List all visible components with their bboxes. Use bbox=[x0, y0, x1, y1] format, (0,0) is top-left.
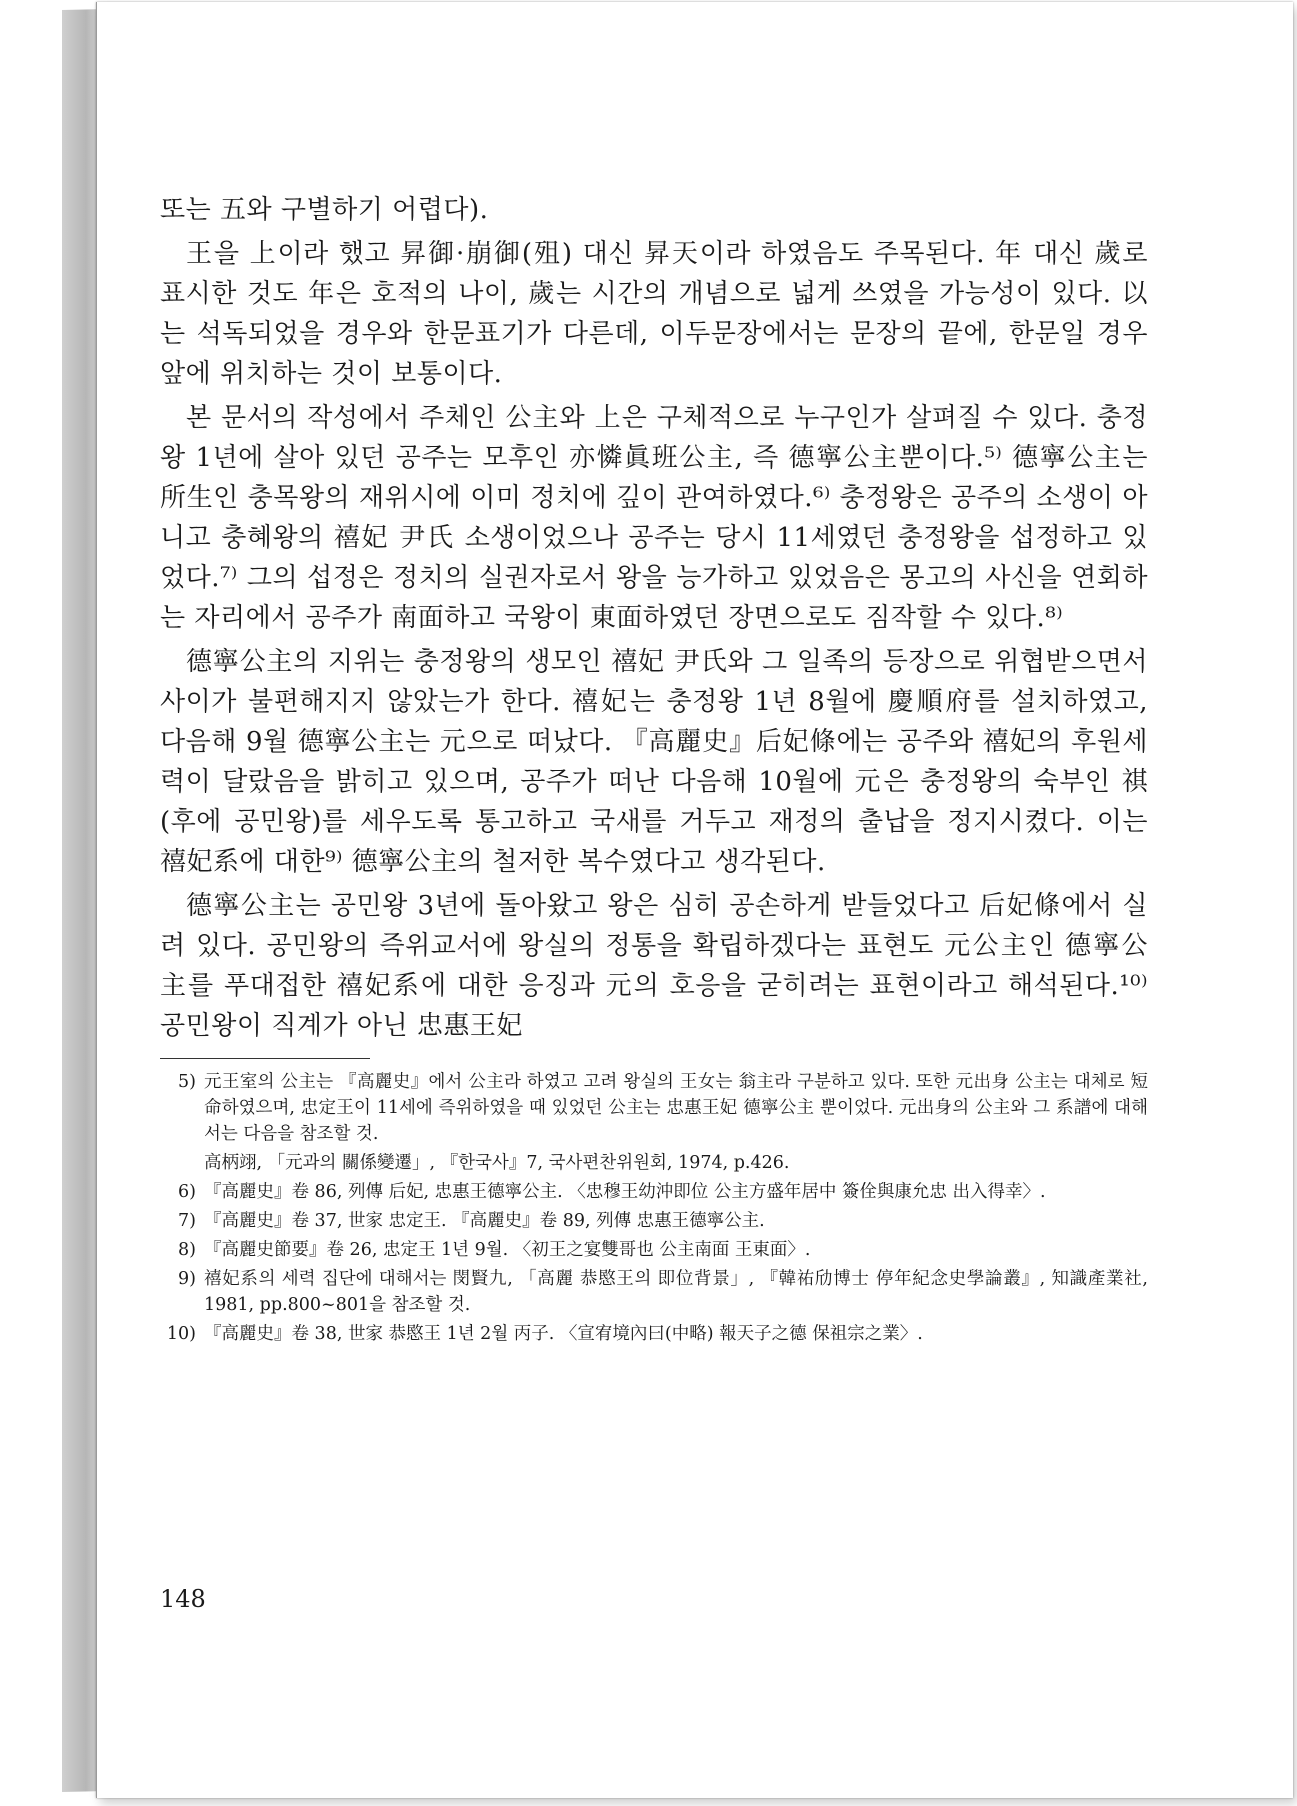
footnote-10 bbox=[160, 1321, 1148, 1347]
footnote-8 bbox=[160, 1237, 1148, 1263]
footnote-7 bbox=[160, 1208, 1148, 1234]
body-paragraph-1: 또는 五와 구별하기 어렵다). bbox=[160, 195, 489, 225]
footnote-text: 元王室의 公主는 『高麗史』에서 公主라 하였고 고려 왕실의 王女는 翁主라 구분하고 있다. 또한 元出身 公主는 대체로 短命하였으며, 忠定王이 11세에 즉위하였을 때 있었던 公主는 忠惠王妃 德寧公主 뿐이었다. 元出身의 公主와 그 系譜에 대해서는 다음을 참조할 것. bbox=[204, 1072, 1148, 1144]
footnote-number: 7) bbox=[178, 1211, 196, 1231]
footnote-text: 『高麗史節要』卷 26, 忠定王 1년 9월. 〈初王之宴雙哥也 公主南面 王東面〉. bbox=[204, 1240, 811, 1260]
body-paragraph-4: 德寧公主의 지위는 충정왕의 생모인 禧妃 尹氏와 그 일족의 등장으로 위협받으면서 사이가 불편해지지 않았는가 한다. 禧妃는 충정왕 1년 8월에 慶順府를 설치하였고, 다음해 9월 德寧公主는 元으로 떠났다. 『高麗史』后妃條에는 공주와 禧妃의 후원세력이 달랐음을 밝히고 있으며, 공주가 떠난 다음해 10월에 元은 충정왕의 숙부인 祺(후에 공민왕)를 세우도록 통고하고 국새를 거두고 재정의 출납을 정지시켰다. 이는 禧妃系에 대한⁹⁾ 德寧公主의 철저한 복수였다고 생각된다. bbox=[160, 647, 1148, 877]
footnote-text: 『高麗史』卷 86, 列傳 后妃, 忠惠王德寧公主. 〈忠穆王幼沖即位 公主方盛年居中 簽佺與康允忠 出入得幸〉. bbox=[204, 1182, 1046, 1202]
footnote-number: 9) bbox=[178, 1269, 196, 1289]
body-paragraph-2: 王을 上이라 했고 昇御·崩御(殂) 대신 昇天이라 하였음도 주목된다. 年 대신 歲로 표시한 것도 年은 호적의 나이, 歲는 시간의 개념으로 넓게 쓰였을 가능성이 있다. 以는 석독되었을 경우와 한문표기가 다른데, 이두문장에서는 문장의 끝에, 한문일 경우 앞에 위치하는 것이 보통이다. bbox=[160, 239, 1148, 389]
page-number: 148 bbox=[160, 1585, 206, 1613]
page-content bbox=[160, 190, 1148, 1350]
footnote-text: 『高麗史』卷 38, 世家 恭愍王 1년 2월 丙子. 〈宣宥境內曰(中略) 報天子之德 保祖宗之業〉. bbox=[204, 1324, 923, 1344]
footnote-5 bbox=[160, 1069, 1148, 1147]
footnote-6 bbox=[160, 1179, 1148, 1205]
footnote-text: 『高麗史』卷 37, 世家 忠定王. 『高麗史』卷 89, 列傳 忠惠王德寧公主. bbox=[204, 1211, 765, 1231]
footnote-divider bbox=[160, 1058, 370, 1059]
footnote-5-reference: 高柄翊, 「元과의 關係變遷」, 『한국사』7, 국사편찬위원회, 1974, p.426. bbox=[204, 1153, 790, 1173]
footnote-9 bbox=[160, 1266, 1148, 1318]
footnote-number: 10) bbox=[166, 1324, 196, 1344]
footnote-number: 6) bbox=[178, 1182, 196, 1202]
footnote-text: 禧妃系의 세력 집단에 대해서는 閔賢九, 「高麗 恭愍王의 即位背景」, 『韓祐劤博士 停年紀念史學論叢』, 知識產業社, 1981, pp.800~801을 참조할 것. bbox=[204, 1269, 1148, 1315]
footnote-number: 8) bbox=[178, 1240, 196, 1260]
body-paragraph-5: 德寧公主는 공민왕 3년에 돌아왔고 왕은 심히 공손하게 받들었다고 后妃條에서 실려 있다. 공민왕의 즉위교서에 왕실의 정통을 확립하겠다는 표현도 元公主인 德寧公主를 푸대접한 禧妃系에 대한 응징과 元의 호응을 굳히려는 표현이라고 해석된다.¹⁰⁾ 공민왕이 직계가 아닌 忠惠王妃 bbox=[160, 891, 1148, 1041]
footnote-number: 5) bbox=[178, 1072, 196, 1092]
body-paragraph-3: 본 문서의 작성에서 주체인 公主와 上은 구체적으로 누구인가 살펴질 수 있다. 충정왕 1년에 살아 있던 공주는 모후인 亦憐眞班公主, 즉 德寧公主뿐이다.⁵⁾ 德寧公主는 所生인 충목왕의 재위시에 이미 정치에 깊이 관여하였다.⁶⁾ 충정왕은 공주의 소생이 아니고 충혜왕의 禧妃 尹氏 소생이었으나 공주는 당시 11세였던 충정왕을 섭정하고 있었다.⁷⁾ 그의 섭정은 정치의 실권자로서 왕을 능가하고 있었음은 몽고의 사신을 연회하는 자리에서 공주가 南面하고 국왕이 東面하였던 장면으로도 짐작할 수 있다.⁸⁾ bbox=[160, 403, 1148, 633]
footnotes bbox=[160, 1069, 1148, 1347]
